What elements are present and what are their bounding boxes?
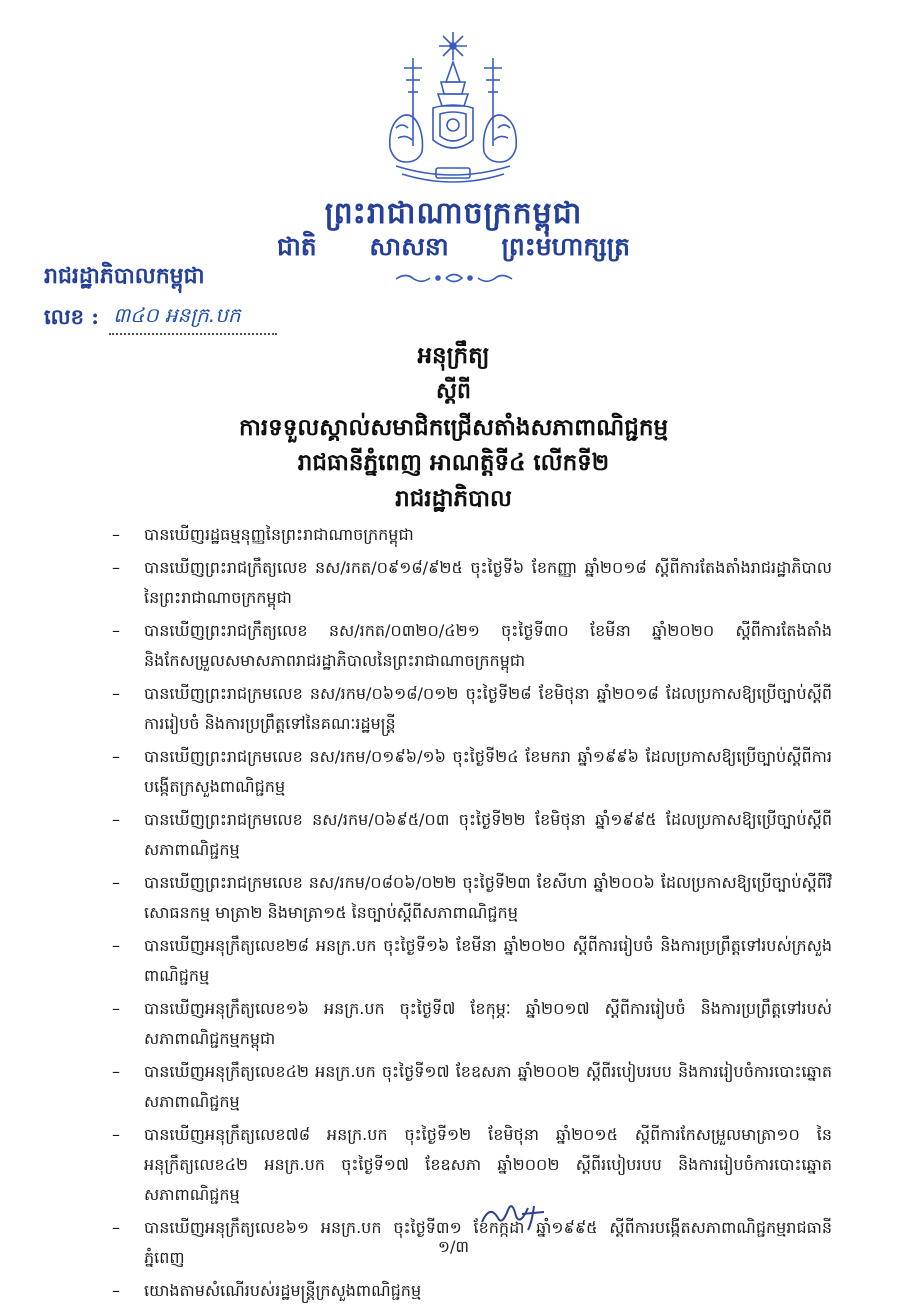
title-subject: ការទទួលស្គាល់សមាជិកជ្រើសតាំងសភាពាណិជ្ជកម្ម xyxy=(238,414,669,441)
list-item: – បានឃើញរដ្ឋធម្មនុញ្ញនៃព្រះរាជាណាចក្រកម្ពុជា xyxy=(112,525,414,544)
motto-nation: ជាតិ xyxy=(276,232,317,261)
reference-label: លេខ : xyxy=(44,304,100,329)
title-subject-detail: រាជធានីភ្នំពេញ អាណត្តិទី៤ លើកទី២ xyxy=(297,449,610,476)
list-item: – បានឃើញព្រះរាជក្រមលេខ នស/រកម/០១៩៦/១៦ ចុះថ្ងៃទី២៤ ខែមករា ឆ្នាំ១៩៩៦ ដែលប្រកាសឱ្យប្រើច្បាប់ស្តីពីការបង្កើតក្រសួងពាណិជ្ជកម្ម xyxy=(112,747,832,796)
list-item: – បានឃើញព្រះរាជក្រឹត្យលេខ នស/រកត/០៣២០/៤២១ ចុះថ្ងៃទី៣០ ខែមីនា ឆ្នាំ២០២០ ស្តីពីការតែងតាំង និងកែសម្រួលសមាសភាពរាជរដ្ឋាភិបាលនៃព្រះរាជាណាចក្រកម្ពុជា xyxy=(112,621,832,670)
list-item: – បានឃើញព្រះរាជក្រឹត្យលេខ នស/រកត/០៩១៨/៩២៥ ចុះថ្ងៃទី៦ ខែកញ្ញា ឆ្នាំ២០១៨ ស្តីពីការតែងតាំងរាជរដ្ឋាភិបាលនៃព្រះរាជាណាចក្រកម្ពុជា xyxy=(112,558,832,607)
kingdom-title: ព្រះរាជាណាចក្រកម្ពុជា xyxy=(324,196,583,231)
motto-religion: សាសនា xyxy=(369,232,449,261)
list-item: – បានឃើញព្រះរាជក្រមលេខ នស/រកម/០៦១៨/០១២ ចុះថ្ងៃទី២៨ ខែមិថុនា ឆ្នាំ២០១៨ ដែលប្រកាសឱ្យប្រើច្បាប់ស្តីពីការរៀបចំ និងការប្រព្រឹត្តទៅនៃគណៈរដ្ឋមន្ត្រី xyxy=(112,684,832,733)
list-item: – បានឃើញព្រះរាជក្រមលេខ នស/រកម/០៦៩៥/០៣ ចុះថ្ងៃទី២២ ខែមិថុនា ឆ្នាំ១៩៩៥ ដែលប្រកាសឱ្យប្រើច្បាប់ស្តីពីសភាពាណិជ្ជកម្ម xyxy=(112,810,832,859)
initial-signature-icon xyxy=(478,1196,548,1232)
list-item: – បានឃើញអនុក្រឹត្យលេខ៦១ អនក្រ.បក ចុះថ្ងៃទី៣១ ខែកក្កដា ឆ្នាំ១៩៩៥ ស្តីពីការបង្កើតសភាពាណិជ្ជកម្មរាជធានីភ្នំពេញ xyxy=(112,1218,832,1267)
motto-king: ព្រះមហាក្សត្រ xyxy=(501,232,631,261)
khmer-ornament-divider-icon xyxy=(392,270,516,286)
list-item: – បានឃើញព្រះរាជក្រមលេខ នស/រកម/០៨០៦/០២២ ចុះថ្ងៃទី២៣ ខែសីហា ឆ្នាំ២០០៦ ដែលប្រកាសឱ្យប្រើច្បាប់ស្តីពីវិសោធនកម្ម មាត្រា២ និងមាត្រា១៥ នៃច្បាប់ស្តីពីសភាពាណិជ្ជកម្ម xyxy=(112,873,832,922)
reference-number-row xyxy=(44,305,277,335)
list-item: – បានឃើញអនុក្រឹត្យលេខ៤២ អនក្រ.បក ចុះថ្ងៃទី១៧ ខែឧសភា ឆ្នាំ២០០២ ស្តីពីរបៀបរបប និងការរៀបចំការបោះឆ្នោតសភាពាណិជ្ជកម្ម xyxy=(112,1062,832,1111)
reference-number: ៣៤០ អនក្រ.បក xyxy=(109,302,277,335)
list-item: – យោងតាមសំណើរបស់រដ្ឋមន្ត្រីក្រសួងពាណិជ្ជកម្ម xyxy=(112,1281,422,1300)
list-item: – បានឃើញអនុក្រឹត្យលេខ២៨ អនក្រ.បក ចុះថ្ងៃទី១៦ ខែមីនា ឆ្នាំ២០២០ ស្តីពីការរៀបចំ និងការប្រព្រឹត្តទៅរបស់ក្រសួងពាណិជ្ជកម្ម xyxy=(112,936,832,985)
title-issuer: រាជរដ្ឋាភិបាល xyxy=(395,485,512,512)
title-on: ស្តីពី xyxy=(436,378,471,404)
list-item: – បានឃើញអនុក្រឹត្យលេខ៧៨ អនក្រ.បក ចុះថ្ងៃទី១២ ខែមិថុនា ឆ្នាំ២០១៥ ស្តីពីការកែសម្រួលមាត្រា១០ នៃអនុក្រឹត្យលេខ៤២ អនក្រ.បក ចុះថ្ងៃទី១៧ ខែឧសភា ឆ្នាំ២០០២ ស្តីពីរបៀបរបប និងការរៀបចំការបោះឆ្នោតសភាពាណិជ្ជកម្ម xyxy=(112,1125,832,1204)
considerations-list xyxy=(112,520,832,1309)
list-item: – បានឃើញអនុក្រឹត្យលេខ១៦ អនក្រ.បក ចុះថ្ងៃទី៧ ខែកុម្ភៈ ឆ្នាំ២០១៧ ស្តីពីការរៀបចំ និងការប្រព្រឹត្តទៅរបស់សភាពាណិជ្ជកម្មកម្ពុជា xyxy=(112,999,832,1048)
document-type: អនុក្រឹត្យ xyxy=(417,342,490,369)
page-number: ១/៣ xyxy=(437,1237,470,1256)
issuing-government: រាជរដ្ឋាភិបាលកម្ពុជា xyxy=(44,263,205,289)
royal-coat-of-arms-icon xyxy=(378,28,528,188)
